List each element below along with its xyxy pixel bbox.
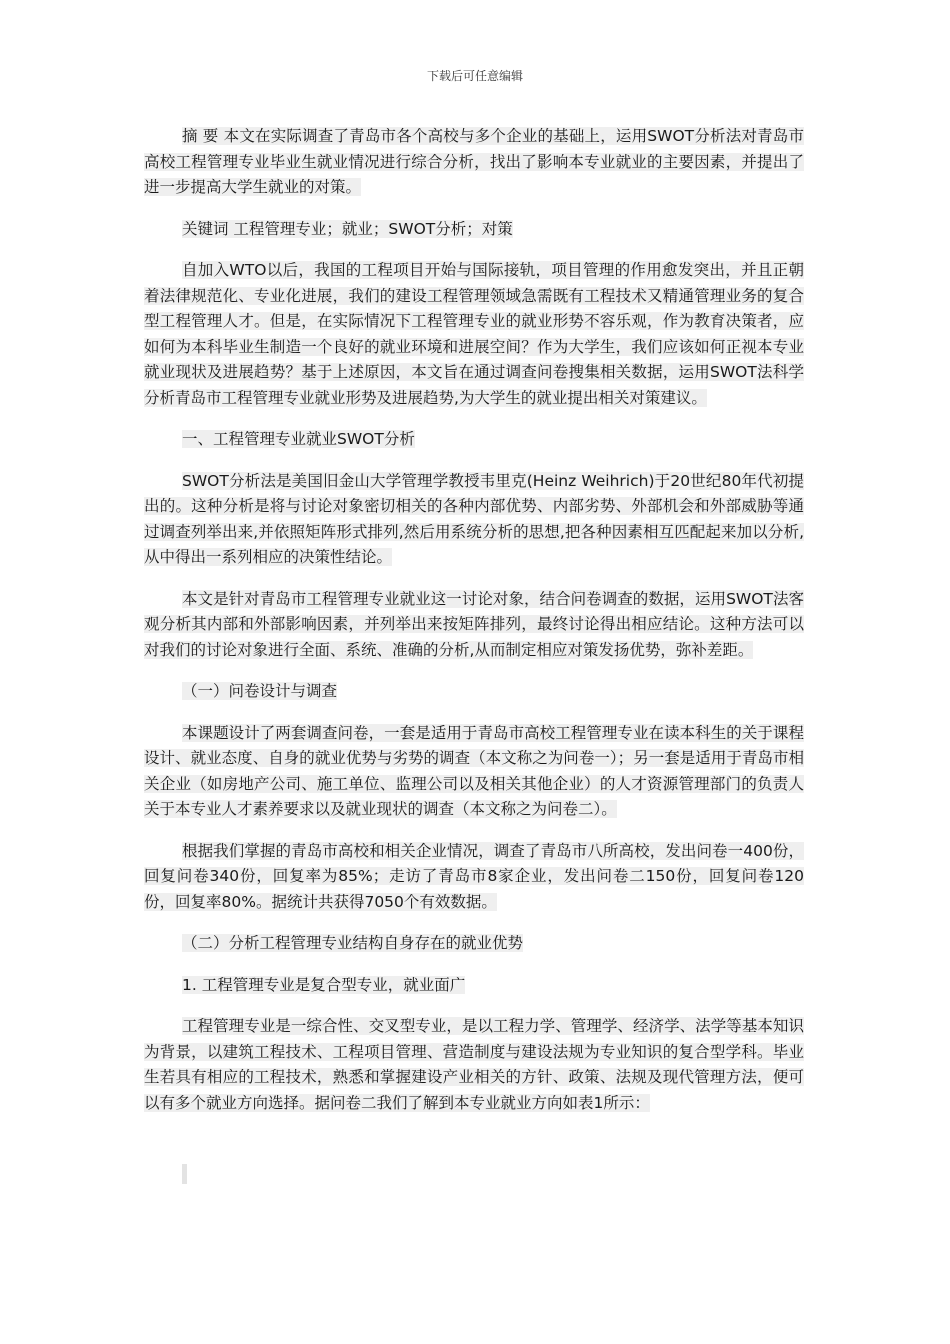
composite-major-paragraph: 工程管理专业是一综合性、交叉型专业，是以工程力学、管理学、经济学、法学等基本知识为背景，以建筑工程技术、工程项目管理、营造制度与建设法规为专业知识的复合型学科。毕业生若具有相应的工程技术，熟悉和掌握建设产业相关的方针、政策、法规及现代管理方法，便可以有多个就业方向选择。据问卷二我们了解到本专业就业方向如表1所示：	[144, 1017, 804, 1112]
abstract-paragraph: 摘 要 本文在实际调查了青岛市各个高校与多个企业的基础上，运用SWOT分析法对青岛市高校工程管理专业毕业生就业情况进行综合分析，找出了影响本专业就业的主要因素，并提出了进一步提高大学生就业的对策。	[144, 127, 804, 196]
swot-definition-paragraph: SWOT分析法是美国旧金山大学管理学教授韦里克(Heinz Weihrich)于20世纪80年代初提出的。这种分析是将与讨论对象密切相关的各种内部优势、内部劣势、外部机会和外部威胁等通过调查列举出来,并依照矩阵形式排列,然后用系统分析的思想,把各种因素相互匹配起来加以分析,从中得出一系列相应的决策性结论。	[144, 471, 804, 566]
subsection-heading-survey: （一）问卷设计与调查	[182, 682, 338, 700]
section-heading-swot: 一、工程管理专业就业SWOT分析	[182, 430, 415, 448]
subsection-heading-advantages: （二）分析工程管理专业结构自身存在的就业优势	[182, 934, 524, 952]
point-heading-composite-major: 1. 工程管理专业是复合型专业，就业面广	[182, 975, 466, 994]
keywords-paragraph: 关键词 工程管理专业；就业；SWOT分析；对策	[182, 219, 513, 238]
page-header: 下载后可任意编辑	[426, 69, 523, 83]
document-body	[144, 124, 804, 1132]
survey-stats-paragraph: 根据我们掌握的青岛市高校和相关企业情况，调查了青岛市八所高校，发出问卷一400份，回复问卷340份，回复率为85%；走访了青岛市8家企业，发出问卷二150份，回复问卷120份，回复率80%。据统计共获得7050个有效数据。	[144, 841, 804, 911]
method-paragraph: 本文是针对青岛市工程管理专业就业这一讨论对象，结合问卷调查的数据，运用SWOT法客观分析其内部和外部影响因素，并列举出来按矩阵排列，最终讨论得出相应结论。这种方法可以对我们的讨论对象进行全面、系统、准确的分析,从而制定相应对策发扬优势，弥补差距。	[144, 589, 804, 659]
survey-design-paragraph: 本课题设计了两套调查问卷，一套是适用于青岛市高校工程管理专业在读本科生的关于课程设计、就业态度、自身的就业优势与劣势的调查（本文称之为问卷一）；另一套是适用于青岛市相关企业（如房地产公司、施工单位、监理公司以及相关其他企业）的人才资源管理部门的负责人关于本专业人才素养要求以及就业现状的调查（本文称之为问卷二）。	[144, 723, 804, 818]
intro-paragraph: 自加入WTO以后，我国的工程项目开始与国际接轨，项目管理的作用愈发突出，并且正朝着法律规范化、专业化进展，我们的建设工程管理领域急需既有工程技术又精通管理业务的复合型工程管理人才。但是，在实际情况下工程管理专业的就业形势不容乐观，作为教育决策者，应如何为本科毕业生制造一个良好的就业环境和进展空间？作为大学生，我们应该如何正视本专业就业现状及进展趋势？基于上述原因，本文旨在通过调查问卷搜集相关数据，运用SWOT法科学分析青岛市工程管理专业就业形势及进展趋势,为大学生的就业提出相关对策建议。	[144, 261, 804, 407]
text-cursor-marker	[182, 1164, 187, 1184]
